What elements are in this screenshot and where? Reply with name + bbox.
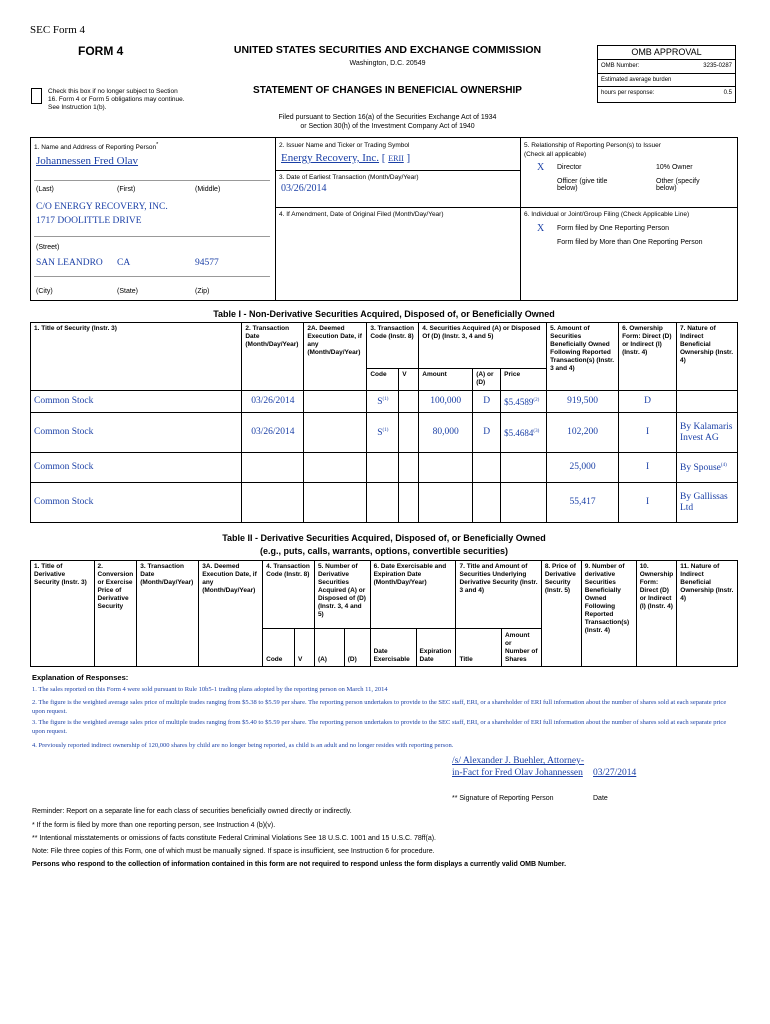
t1-r1-form: I: [619, 413, 677, 453]
first-label: (First): [117, 186, 136, 193]
omb-number-value: 3235-0287: [703, 63, 732, 69]
table1-title: Table I - Non-Derivative Securities Acquired, Disposed of, or Beneficially Owned: [213, 309, 555, 319]
omb-hours-value: 0.5: [723, 90, 732, 96]
t2-h-title: 1. Title of Derivative Security (Instr. 3): [31, 561, 95, 667]
t1-h-title: 1. Title of Security (Instr. 3): [31, 323, 242, 391]
section16-checkbox[interactable]: [31, 88, 42, 104]
t2-h-deemed: 3A. Deemed Execution Date, if any (Month/Day/Year): [199, 561, 263, 667]
t2-h-code-sub: Code: [263, 629, 295, 667]
other-label: Other (specify below): [656, 178, 700, 192]
box3-label: 3. Date of Earliest Transaction (Month/Day/Year): [279, 174, 419, 181]
t1-r1-ad: D: [473, 413, 501, 453]
footer-note: Note: File three copies of this Form, one of which must be manually signed. If space is insufficient, see Instruction 6 for procedure.: [32, 848, 435, 855]
state-label: (State): [117, 288, 139, 295]
t1-r1-owned: 102,200: [547, 413, 619, 453]
footer-multiple-persons: * If the form is filed by more than one reporting person, see Instruction 4 (b)(v).: [32, 822, 276, 829]
t2-h-v-sub: V: [295, 629, 315, 667]
table-row: Common Stock 25,000 I By Spouse$^{(4)}$: [31, 453, 738, 483]
footer-omb-notice: Persons who respond to the collection of information contained in this form are not required to respond unless the form displays a currently valid OMB Number.: [32, 861, 567, 868]
city-label: (City): [36, 288, 53, 295]
city-value: SAN LEANDRO: [36, 258, 103, 268]
t2-h-d-sub: (D): [344, 629, 370, 667]
t1-r0-form: D: [619, 391, 677, 413]
footer-reminder: Reminder: Report on a separate line for each class of securities beneficially owned directly or indirectly.: [32, 808, 352, 815]
ten-pct-owner-label: 10% Owner: [656, 164, 693, 171]
t1-r0-amount: 100,000: [419, 391, 473, 413]
box1-label: 1. Name and Address of Reporting Person*: [34, 142, 159, 152]
footnote-1: 1. The sales reported on this Form 4 were sold pursuant to Rule 10b5-1 trading plans adopted by the reporting person on March 11, 2014: [32, 686, 388, 693]
one-reporting-x[interactable]: X: [537, 223, 545, 234]
t2-h-form: 10. Ownership Form: Direct (D) or Indirect (I) (Instr. 4): [636, 561, 677, 667]
t1-h-date: 2. Transaction Date (Month/Day/Year): [242, 323, 304, 391]
t1-r1-nature: By Kalamaris Invest AG: [679, 421, 733, 443]
officer-label: Officer (give title below): [557, 178, 608, 192]
t1-r0-date: 03/26/2014: [242, 391, 304, 413]
t2-h-nature: 11. Nature of Indirect Beneficial Ownership (Instr. 4): [677, 561, 738, 667]
box4-label: 4. If Amendment, Date of Original Filed (Month/Day/Year): [279, 211, 444, 218]
form-title: FORM 4: [78, 44, 124, 58]
t1-r1-title: Common Stock: [31, 413, 242, 453]
table-row: Common Stock 03/26/2014 $S^{(1)}$ 80,000 D $5.4684$^{(3)}$ 102,200 I By Kalamaris Invest AG: [31, 413, 738, 453]
t1-r3-title: Common Stock: [31, 483, 242, 523]
box6-label: 6. Individual or Joint/Group Filing (Check Applicable Line): [524, 211, 690, 218]
signature-name: /s/ Alexander J. Buehler, Attorney-in-Fact for Fred Olav Johannessen: [452, 756, 585, 778]
agency-location: Washington, D.C. 20549: [349, 60, 426, 67]
t1-r0-code: S: [377, 397, 383, 408]
box5-label1: 5. Relationship of Reporting Person(s) to Issuer: [524, 142, 661, 149]
table-row: Common Stock 03/26/2014 $S^{(1)}$ 100,000 D $5.4589$^{(2)}$ 919,500 D: [31, 391, 738, 413]
t1-h-code-sub: Code: [367, 369, 399, 391]
t1-r0-owned: 919,500: [547, 391, 619, 413]
t2-h-code: 4. Transaction Code (Instr. 8): [263, 561, 315, 629]
t1-h-price-sub: Price: [501, 369, 547, 391]
t2-h-amount-sub: Amount or Number of Shares: [501, 629, 541, 667]
t1-h-ownership-form: 6. Ownership Form: Direct (D) or Indirect (I) (Instr. 4): [619, 323, 677, 391]
t1-h-amount-owned: 5. Amount of Securities Beneficially Owned Following Reported Transaction(s) (Instr. 3 and 4): [547, 323, 619, 391]
table-row: [31, 483, 738, 523]
t2-h-date-ex-sub: Date Exercisable: [370, 629, 416, 667]
state-value: CA: [117, 258, 131, 268]
t1-r2-title: Common Stock: [31, 453, 242, 483]
footnote-2: 2. The figure is the weighted average sales price of multiple trades ranging from $5.38 to $5.59 per share. The reporting person undertakes to provide to the SEC staff, ERI, or a shareholder of ERI full information about the number of shares sold at each separate price upon request.: [32, 699, 727, 715]
zip-label: (Zip): [195, 288, 210, 295]
explanation-label: Explanation of Responses:: [32, 673, 129, 682]
t1-r3-nature: By Gallissas Ltd: [679, 491, 728, 513]
t2-h-exercisable: 6. Date Exercisable and Expiration Date (Month/Day/Year): [370, 561, 456, 629]
t2-h-date: 3. Transaction Date (Month/Day/Year): [137, 561, 199, 667]
t2-h-title-sub: Title: [456, 629, 502, 667]
zip-value: 94577: [195, 258, 219, 268]
t1-h-securities: 4. Securities Acquired (A) or Disposed Of (D) (Instr. 3, 4 and 5): [419, 323, 547, 369]
statement-title: STATEMENT OF CHANGES IN BENEFICIAL OWNERSHIP: [253, 85, 522, 96]
address-line1: C/O ENERGY RECOVERY, INC.: [36, 202, 168, 212]
box5-label2: (Check all applicable): [524, 151, 587, 158]
one-reporting-label: Form filed by One Reporting Person: [557, 225, 670, 232]
t2-h-underlying: 7. Title and Amount of Securities Underlying Derivative Security (Instr. 3 and 4): [456, 561, 541, 629]
t1-r1-amount: 80,000: [419, 413, 473, 453]
t1-h-deemed: 2A. Deemed Execution Date, if any (Month/Day/Year): [304, 323, 367, 391]
agency-name: UNITED STATES SECURITIES AND EXCHANGE COMMISSION: [233, 44, 542, 56]
t1-h-code: 3. Transaction Code (Instr. 8): [367, 323, 419, 369]
earliest-transaction-date: 03/26/2014: [281, 183, 327, 194]
filed-pursuant-1: Filed pursuant to Section 16(a) of the Securities Exchange Act of 1934: [278, 114, 497, 121]
t1-h-v-sub: V: [399, 369, 419, 391]
t1-r2-form: I: [619, 453, 677, 483]
omb-title: OMB APPROVAL: [598, 46, 735, 60]
t2-h-number: 5. Number of Derivative Securities Acquired (A) or Disposed of (D) (Instr. 3, 4 and 5): [314, 561, 370, 629]
t1-r1-price: $5.4684: [504, 428, 534, 438]
t1-r1-date: 03/26/2014: [242, 413, 304, 453]
omb-number-label: OMB Number:: [601, 63, 640, 69]
omb-hours-label: hours per response:: [601, 90, 655, 96]
footer-misstatements: ** Intentional misstatements or omissions of facts constitute Federal Criminal Violations See 18 U.S.C. 1001 and 15 U.S.C. 78ff(a).: [32, 835, 436, 842]
t1-r0-title: Common Stock: [31, 391, 242, 413]
issuer-line: Energy Recovery, Inc. [ ERII ]: [281, 152, 411, 164]
t1-r3-form: I: [619, 483, 677, 523]
table1: [30, 322, 738, 523]
table2-subtitle: (e.g., puts, calls, warrants, options, convertible securities): [259, 546, 509, 556]
issuer-name: Energy Recovery, Inc.: [281, 152, 380, 164]
date-label: Date: [593, 795, 608, 802]
t2-h-owned: 9. Number of derivative Securities Beneficially Owned Following Reported Transaction(s) (Instr. 4): [581, 561, 636, 667]
filed-pursuant-2: or Section 30(h) of the Investment Company Act of 1940: [300, 123, 475, 130]
t1-r2-nature: By Spouse: [679, 463, 721, 474]
ticker-symbol: ERII: [388, 154, 404, 163]
director-x[interactable]: X: [537, 162, 545, 173]
t1-h-nature: 7. Nature of Indirect Beneficial Ownership (Instr. 4): [676, 323, 737, 391]
top-label: SEC Form 4: [30, 24, 86, 36]
director-label: Director: [557, 164, 582, 171]
address-line2: 1717 DOOLITTLE DRIVE: [36, 216, 142, 226]
t1-r2-owned: 25,000: [547, 453, 619, 483]
t1-r3-owned: 55,417: [547, 483, 619, 523]
more-reporting-label: Form filed by More than One Reporting Person: [557, 239, 703, 246]
table2-title: Table II - Derivative Securities Acquired, Disposed of, or Beneficially Owned: [222, 533, 546, 543]
checkbox-text: Check this box if no longer subject to Section 16. Form 4 or Form 5 obligations may continue. See Instruction 1(b).: [48, 88, 185, 111]
t2-h-a-sub: (A): [314, 629, 344, 667]
t1-h-amount-sub: Amount: [419, 369, 473, 391]
t2-h-conversion: 2. Conversion or Exercise Price of Derivative Security: [94, 561, 137, 667]
t1-h-ad-sub: (A) or (D): [473, 369, 501, 391]
footnote-4: 4. Previously reported indirect ownership of 120,000 shares by child are no longer being reported, as child is an adult and no longer resides with reporting person.: [32, 742, 454, 749]
signature-label: ** Signature of Reporting Person: [452, 795, 554, 802]
omb-burden-label: Estimated average burden: [601, 77, 672, 83]
t1-r1-code: S: [377, 428, 383, 439]
footnote-3: 3. The figure is the weighted average sales price of multiple trades ranging from $5.40 to $5.59 per share. The reporting person undertakes to provide to the SEC staff, ERI, or a shareholder of ERI full information about the number of shares sold at each separate price upon request.: [32, 719, 727, 735]
t2-h-exp-sub: Expiration Date: [416, 629, 456, 667]
middle-label: (Middle): [195, 186, 221, 193]
box2-label: 2. Issuer Name and Ticker or Trading Symbol: [279, 142, 410, 149]
table2: [30, 560, 738, 667]
street-label: (Street): [36, 244, 60, 251]
last-label: (Last): [36, 186, 54, 193]
t1-r0-ad: D: [473, 391, 501, 413]
signature-date: 03/27/2014: [593, 768, 637, 778]
t1-r0-price: $5.4589: [504, 397, 534, 407]
reporting-person-name: Johannessen Fred Olav: [36, 155, 139, 167]
t2-h-price: 8. Price of Derivative Security (Instr. 5): [541, 561, 581, 667]
omb-box: [597, 45, 736, 103]
